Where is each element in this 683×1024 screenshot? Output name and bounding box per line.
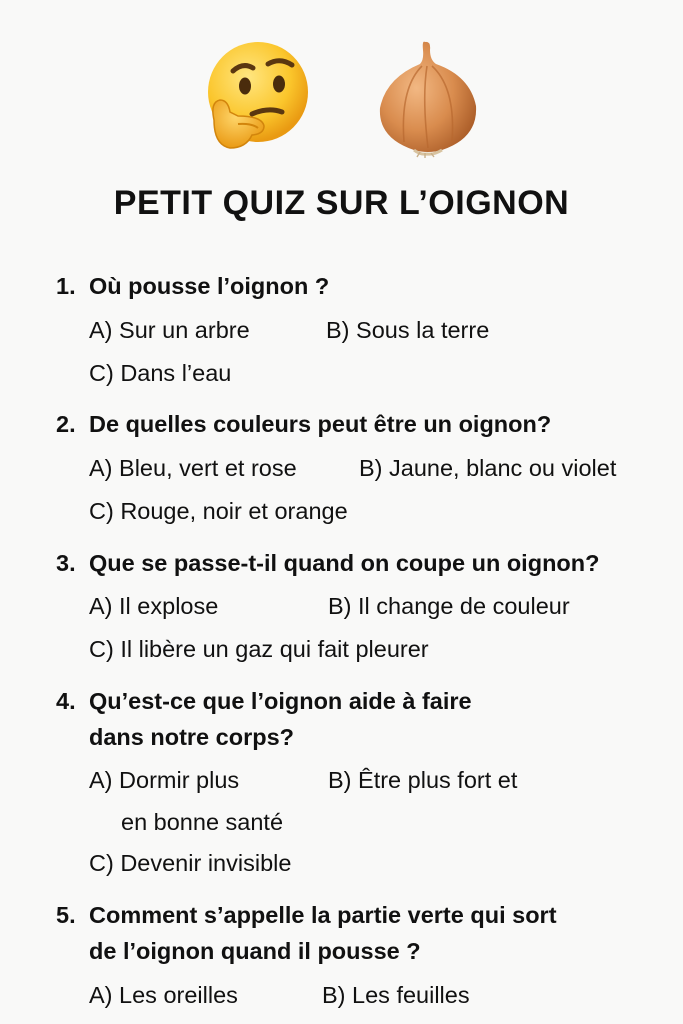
answer-1c[interactable]: C) Dans l’eau xyxy=(89,360,232,386)
question-3 xyxy=(56,545,599,581)
answer-5b[interactable]: B) Les feuilles xyxy=(322,982,470,1008)
answer-3c[interactable]: C) Il libère un gaz qui fait pleurer xyxy=(89,636,429,662)
question-text-line2: de l’oignon quand il pousse ? xyxy=(89,938,421,964)
answer-4c[interactable]: C) Devenir invisible xyxy=(89,850,292,876)
answer-1b[interactable]: B) Sous la terre xyxy=(326,317,490,343)
question-1 xyxy=(56,268,329,304)
onion-icon xyxy=(370,38,485,158)
answer-2a[interactable]: A) Bleu, vert et rose xyxy=(89,455,297,481)
question-number: 4. xyxy=(56,688,76,714)
question-text: De quelles couleurs peut être un oignon? xyxy=(89,411,552,437)
question-number: 3. xyxy=(56,550,76,576)
answer-2c[interactable]: C) Rouge, noir et orange xyxy=(89,498,348,524)
header-icons xyxy=(0,38,683,158)
question-text: Où pousse l’oignon ? xyxy=(89,273,330,299)
question-number: 1. xyxy=(56,273,76,299)
question-text-line1: Comment s’appelle la partie verte qui sort xyxy=(89,902,557,928)
question-5 xyxy=(56,897,557,969)
answer-3a[interactable]: A) Il explose xyxy=(89,593,219,619)
question-text-line2: dans notre corps? xyxy=(89,724,295,750)
answer-2b[interactable]: B) Jaune, blanc ou violet xyxy=(359,455,617,481)
page-title: PETIT QUIZ SUR L’OIGNON xyxy=(113,184,570,222)
answer-1a[interactable]: A) Sur un arbre xyxy=(89,317,250,343)
question-text: Que se passe-t-il quand on coupe un oignon? xyxy=(89,550,600,576)
answer-3b[interactable]: B) Il change de couleur xyxy=(328,593,570,619)
answer-4b-continued[interactable]: en bonne santé xyxy=(121,809,284,835)
thinking-face-icon xyxy=(200,40,312,152)
answer-4a[interactable]: A) Dormir plus xyxy=(89,767,240,793)
question-text-line1: Qu’est-ce que l’oignon aide à faire xyxy=(89,688,472,714)
answer-4b[interactable]: B) Être plus fort et xyxy=(328,767,518,793)
question-number: 5. xyxy=(56,902,76,928)
question-number: 2. xyxy=(56,411,76,437)
question-4 xyxy=(56,683,472,755)
question-2 xyxy=(56,406,551,442)
answer-5a[interactable]: A) Les oreilles xyxy=(89,982,238,1008)
